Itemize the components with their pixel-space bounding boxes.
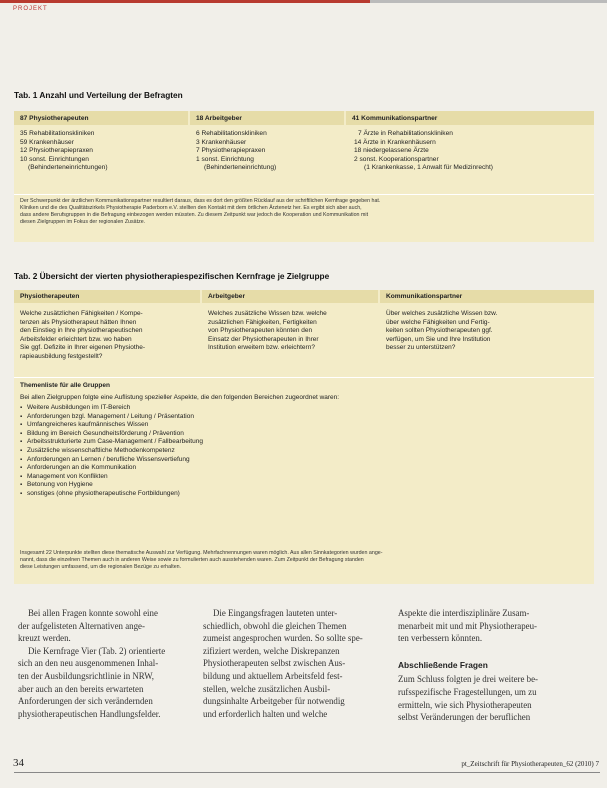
top-color-bar <box>0 0 370 3</box>
body-line: ten der Ausbildungsrichtlinie in NRW, <box>18 670 154 681</box>
theme-item: ▪ Betonung von Hygiene <box>20 481 203 490</box>
table2-line: den Einstieg in Ihre physiotherapeutischen <box>20 327 143 335</box>
body-line: stellen, welche zusätzlichen Ausbil- <box>203 683 331 694</box>
body-line: kreuzt werden. <box>18 633 71 644</box>
table1-note-line: Kliniken und die des Qualitätszirkels Physiotherapie Paderborn e.V. stellten den Kontakt mit dem örtlichen Ärztenetz her. Es ergibt sich aber auch, <box>20 205 362 211</box>
table1-cell: 14 Ärzte in Krankenhäusern <box>354 138 436 146</box>
table2-line: von Physiotherapeuten könnten den <box>208 327 313 335</box>
table2-cell-partner <box>386 310 497 353</box>
table1-cell: (Behinderteneinrichtungen) <box>28 164 108 172</box>
body-line: ermitteln, wie sich Physiotherapeuten <box>398 699 532 710</box>
table1-note-line: Der Schwerpunkt der ärztlichen Kommunikationspartner resultiert daraus, dass es dort den größten Rücklauf aus der schriftlichen Kernfrage gegeben hat. <box>20 198 381 204</box>
body-line: Bei allen Fragen konnte sowohl eine <box>28 608 158 618</box>
body-line: dungsinhalte Arbeitgeber für notwendig <box>203 696 345 707</box>
body-line: aber auch an den bereits erwarteten <box>18 683 144 694</box>
table2-head-physio: Physiotherapeuten <box>14 290 200 303</box>
table2-line: Welche zusätzlichen Fähigkeiten / Kompe- <box>20 310 143 317</box>
body-line: Die Eingangsfragen lauteten unter- <box>213 608 338 618</box>
table2 <box>14 290 594 584</box>
table1-col-physio <box>20 130 108 173</box>
table1-note-line: dass andere Berufsgruppen in die Befragung einbezogen werden müssten. Zu diesem Zeitpunkt war jedoch die Kooperation und Kommunikation mit <box>20 212 369 218</box>
body-line: Zum Schluss folgten je drei weitere be- <box>398 674 538 685</box>
body-line: Physiotherapeuten selbst zwischen Aus- <box>203 658 346 669</box>
section-label: PROJEKT <box>13 6 48 12</box>
table1-cell: 2 sonst. Kooperationspartner <box>354 155 439 163</box>
table1-cell: 1 sonst. Einrichtung <box>196 155 254 163</box>
body-column-3 <box>398 607 598 724</box>
table1-cell: 6 Rehabilitationskliniken <box>196 130 267 137</box>
table1-note <box>20 198 588 226</box>
table1-cell: 18 niedergelassene Ärzte <box>354 147 429 155</box>
table2-footnote-line: Insgesamt 22 Unterpunkte stellten diese thematische Auswahl zur Verfügung. Mehrfachnennungen waren möglich. Aus allen Sinnkategorien wurden ange- <box>20 550 383 556</box>
theme-item: ▪ Arbeitsstrukturierte zum Case-Management / Fallbearbeitung <box>20 438 203 447</box>
table2-line: keiten sollten Physiotherapeuten ggf. <box>386 327 493 335</box>
themes-heading: Themenliste für alle Gruppen <box>20 382 110 389</box>
table1-cell: 35 Rehabilitationskliniken <box>20 130 95 137</box>
theme-item: ▪ Weitere Ausbildungen im IT-Bereich <box>20 404 203 413</box>
table1-cell: 10 sonst. Einrichtungen <box>20 155 89 163</box>
journal-footer: pt_Zeitschrift für Physiotherapeuten_62 (2010) 7 <box>461 760 599 768</box>
table2-footnote-line: diese Leistungen umfassend, um die regionalen Bezüge zu erhalten. <box>20 564 182 570</box>
table1-cell: 3 Krankenhäuser <box>196 138 247 146</box>
table1-cell: (1 Krankenkasse, 1 Anwalt für Medizinrecht) <box>364 164 494 172</box>
footer-rule <box>14 772 600 773</box>
table1-cell: 59 Krankenhäuser <box>20 138 74 146</box>
body-line: sich an den neu ausgenommenen Inhal- <box>18 658 159 669</box>
table1-head-employer: 18 Arbeitgeber <box>190 111 344 125</box>
table1-col-employer <box>196 130 276 173</box>
table2-footnote-line: nannt, dass die einzelnen Themen auch in anderen Weise sowie zu formulierten auch ausstehenden waren. Zum Zeitpunkt der Befragung standen <box>20 557 364 563</box>
table2-line: über welche Fähigkeiten und Fertig- <box>386 318 490 326</box>
body-column-2 <box>203 607 379 720</box>
theme-item: ▪ Anforderungen an die Kommunikation <box>20 464 203 473</box>
table2-divider <box>14 377 594 378</box>
body-line: ten verbessern könnten. <box>398 633 483 644</box>
table2-line: Sie ggf. Defizite in Ihrer eigenen Physiothe- <box>20 344 146 352</box>
table1-cell: (Behinderteneinrichtung) <box>204 164 277 172</box>
body-line: menarbeit mit und mit Physiotherapeu- <box>398 620 538 631</box>
body-line: zifiziert werden, welche Diskrepanzen <box>203 645 340 656</box>
section-heading: Abschließende Fragen <box>398 659 488 670</box>
theme-item: ▪ Anforderungen bzgl. Management / Leitung / Präsentation <box>20 413 203 422</box>
body-line: Anforderungen der sich verändernden <box>18 696 153 707</box>
body-line: selbst Veränderungen der beruflichen <box>398 712 531 723</box>
table2-footnote <box>20 550 588 571</box>
table1-divider <box>14 194 594 195</box>
body-line: rufsspezifische Fragestellungen, um zu <box>398 686 537 697</box>
table2-line: rapieausbildung festgestellt? <box>20 352 103 360</box>
table1-cell: 12 Physiotherapiepraxen <box>20 147 93 155</box>
table2-line: Über welches zusätzliche Wissen bzw. <box>386 310 498 317</box>
themes-intro: Bei allen Zielgruppen folgte eine Auflistung spezieller Aspekte, die den folgenden Bereichen zugeordnet waren: <box>20 394 340 401</box>
body-line: physiotherapeutischen Handlungsfelder. <box>18 708 161 719</box>
table2-cell-employer <box>208 310 327 353</box>
table2-line: zusätzlichen Fähigkeiten, Fertigkeiten <box>208 318 317 326</box>
body-line: der aufgelisteten Alternativen ange- <box>18 620 145 631</box>
table1-cell: 7 Ärzte in Rehabilitationskliniken <box>358 130 453 137</box>
body-line: zumeist angesprochen wurden. So sollte spe- <box>203 633 363 644</box>
table2-line: besser zu unterstützen? <box>386 344 456 352</box>
top-gray-bar <box>370 0 607 3</box>
theme-item: ▪ Zusätzliche wissenschaftliche Methodenkompetenz <box>20 447 203 456</box>
theme-item: ▪ Bildung im Bereich Gesundheitsförderung / Prävention <box>20 430 203 439</box>
table2-line: tenzen als Physiotherapeut hätten Ihnen <box>20 318 137 326</box>
body-line: Die Kernfrage Vier (Tab. 2) orientierte <box>28 645 166 656</box>
theme-item: ▪ Management von Konflikten <box>20 473 203 482</box>
table1-head-physio: 87 Physiotherapeuten <box>14 111 188 125</box>
body-line: und erforderlich halten und welche <box>203 708 328 719</box>
table2-line: verfügen, um Sie und Ihre Institution <box>386 335 491 343</box>
themes-list <box>20 404 203 499</box>
table2-line: Einsatz der Physiotherapeuten in Ihrer <box>208 335 319 343</box>
table1 <box>14 111 594 242</box>
table1-head-partner: 41 Kommunikationspartner <box>346 111 594 125</box>
body-line: schiedlich, obwohl die gleichen Themen <box>203 620 347 631</box>
table1-col-partner <box>354 130 493 173</box>
body-line: bildung und aktuellem Arbeitsfeld fest- <box>203 670 343 681</box>
table2-line: Welches zusätzliche Wissen bzw. welche <box>208 310 327 317</box>
body-column-1 <box>18 607 188 720</box>
table2-line: Arbeitsfelder erleichtert bzw. wo haben <box>20 335 132 343</box>
table1-cell: 7 Physiotherapiepraxen <box>196 147 266 155</box>
table2-title: Tab. 2 Übersicht der vierten physiotherapiespezifischen Kernfrage je Zielgruppe <box>14 271 330 281</box>
page-number: 34 <box>13 757 24 769</box>
table2-cell-physio <box>20 310 145 362</box>
table2-line: Institution erweitern bzw. erleichtern? <box>208 344 315 352</box>
theme-item: ▪ sonstiges (ohne physiotherapeutische Fortbildungen) <box>20 490 203 499</box>
body-line: Aspekte die interdisziplinäre Zusam- <box>398 608 530 618</box>
table1-title: Tab. 1 Anzahl und Verteilung der Befragten <box>14 90 183 100</box>
theme-item: ▪ Anforderungen an Lernen / berufliche Wissensvertiefung <box>20 456 203 465</box>
table2-head-employer: Arbeitgeber <box>202 290 378 303</box>
table1-note-line: diesen Zielgruppen im Fokus der regionalen Zusätze. <box>20 219 146 225</box>
table2-head-partner: Kommunikationspartner <box>380 290 594 303</box>
theme-item: ▪ Umfangreicheres kaufmännisches Wissen <box>20 421 203 430</box>
